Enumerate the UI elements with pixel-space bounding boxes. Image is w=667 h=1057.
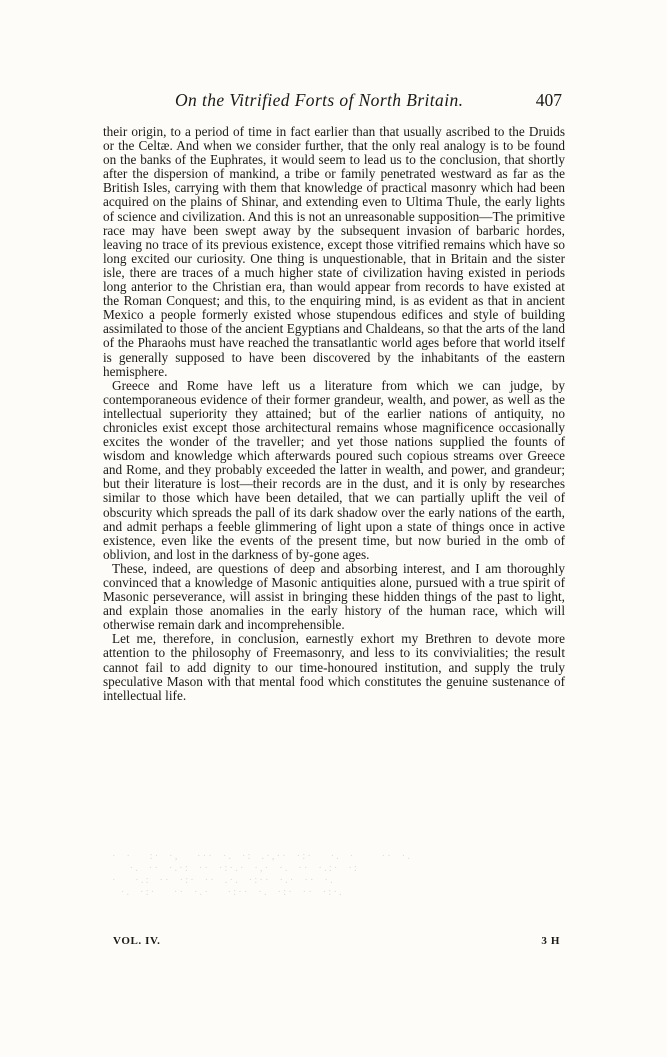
running-title: On the Vitrified Forts of North Britain. [175,90,464,110]
page-number: 407 [535,90,562,110]
page-header [105,90,565,114]
paragraph: Let me, therefore, in conclusion, earnestly exhort my Brethren to devote more attention to the philosophy of Freemasonry, and less to its convivialities; the result cannot fail to add dignity to our time-honoured institution, and supply the truly speculative Mason with that mental food which constitutes the genuine sustenance of intellectual life. [103,631,565,703]
signature-mark: 3 H [541,935,560,947]
show-through-texture: · · :· ·, ··· ·. ·: .·,·· ·:· ·. · ·· ·. ·. ·· ·.·: ·· ·:·.· ·,· ·. ·· ·.:· ·: · ·.: ·· ·:· ·· .·. ·:·· ·.· ·· ·. ·. ·:· ·· ·.· ·:·· ·. ·:· ·· ·:·. [112,850,413,898]
page-footer [113,935,560,951]
paragraph: their origin, to a period of time in fact earlier than that usually ascribed to the Druids or the Celtæ. And when we consider further, that the only real analogy is to be found on the banks of the Euphrates, it would seem to lead us to the conclusion, that shortly after the dispersion of mankind, a tribe or family penetrated westward as far as the British Isles, carrying with them that knowledge of practical masonry which had been acquired on the plains of Shinar, and extending even to Ultima Thule, the early lights of science and civilization. And this is not an unreasonable supposition—The primitive race may have been swept away by the subsequent invasion of barbaric hordes, leaving no trace of its previous existence, except those vitrified remains which have so long excited our curiosity. One thing is unquestionable, that in Britain and the sister isle, there are traces of a much higher state of civilization having existed in periods long anterior to the Christian era, than would appear from records to have existed at the Roman Conquest; and this, to the enquiring mind, is as evident as that in ancient Mexico a people formerly existed whose stupendous edifices and style of building assimilated to those of the ancient Egyptians and Chaldeans, so that the arts of the land of the Pharaohs must have reached the transatlantic world ages before that world itself is generally supposed to have been discovered by the inhabitants of the eastern hemisphere. [103,124,565,379]
paragraph: Greece and Rome have left us a literature from which we can judge, by contemporaneous evidence of their former grandeur, wealth, and power, as well as the intellectual superiority they attained; but of the earlier nations of antiquity, no chronicles exist except those architectural remains whose magnificence occasionally excites the wonder of the traveller; and yet those nations supplied the founts of wisdom and knowledge which afterwards poured such copious streams over Greece and Rome, and they probably exceeded the latter in wealth, and power, and grandeur; but their literature is lost—their records are in the dust, and it is only by researches similar to those which have been detailed, that we can partially uplift the veil of obscurity which spreads the pall of its dark shadow over the early nations of the earth, and admit perhaps a feeble glimmering of light upon a state of things once in active existence, even like the events of the present time, but now buried in the omb of oblivion, and lost in the darkness of by-gone ages. [103,377,565,562]
volume-mark: VOL. IV. [113,935,161,947]
paragraph: These, indeed, are questions of deep and absorbing interest, and I am thoroughly convinced that a knowledge of Masonic antiquities alone, pursued with a true spirit of Masonic perseverance, will assist in bringing these hidden things of the past to light, and explain those anomalies in the early history of the human race, which will otherwise remain dark and incomprehensible. [103,560,565,633]
body-text [103,125,565,703]
